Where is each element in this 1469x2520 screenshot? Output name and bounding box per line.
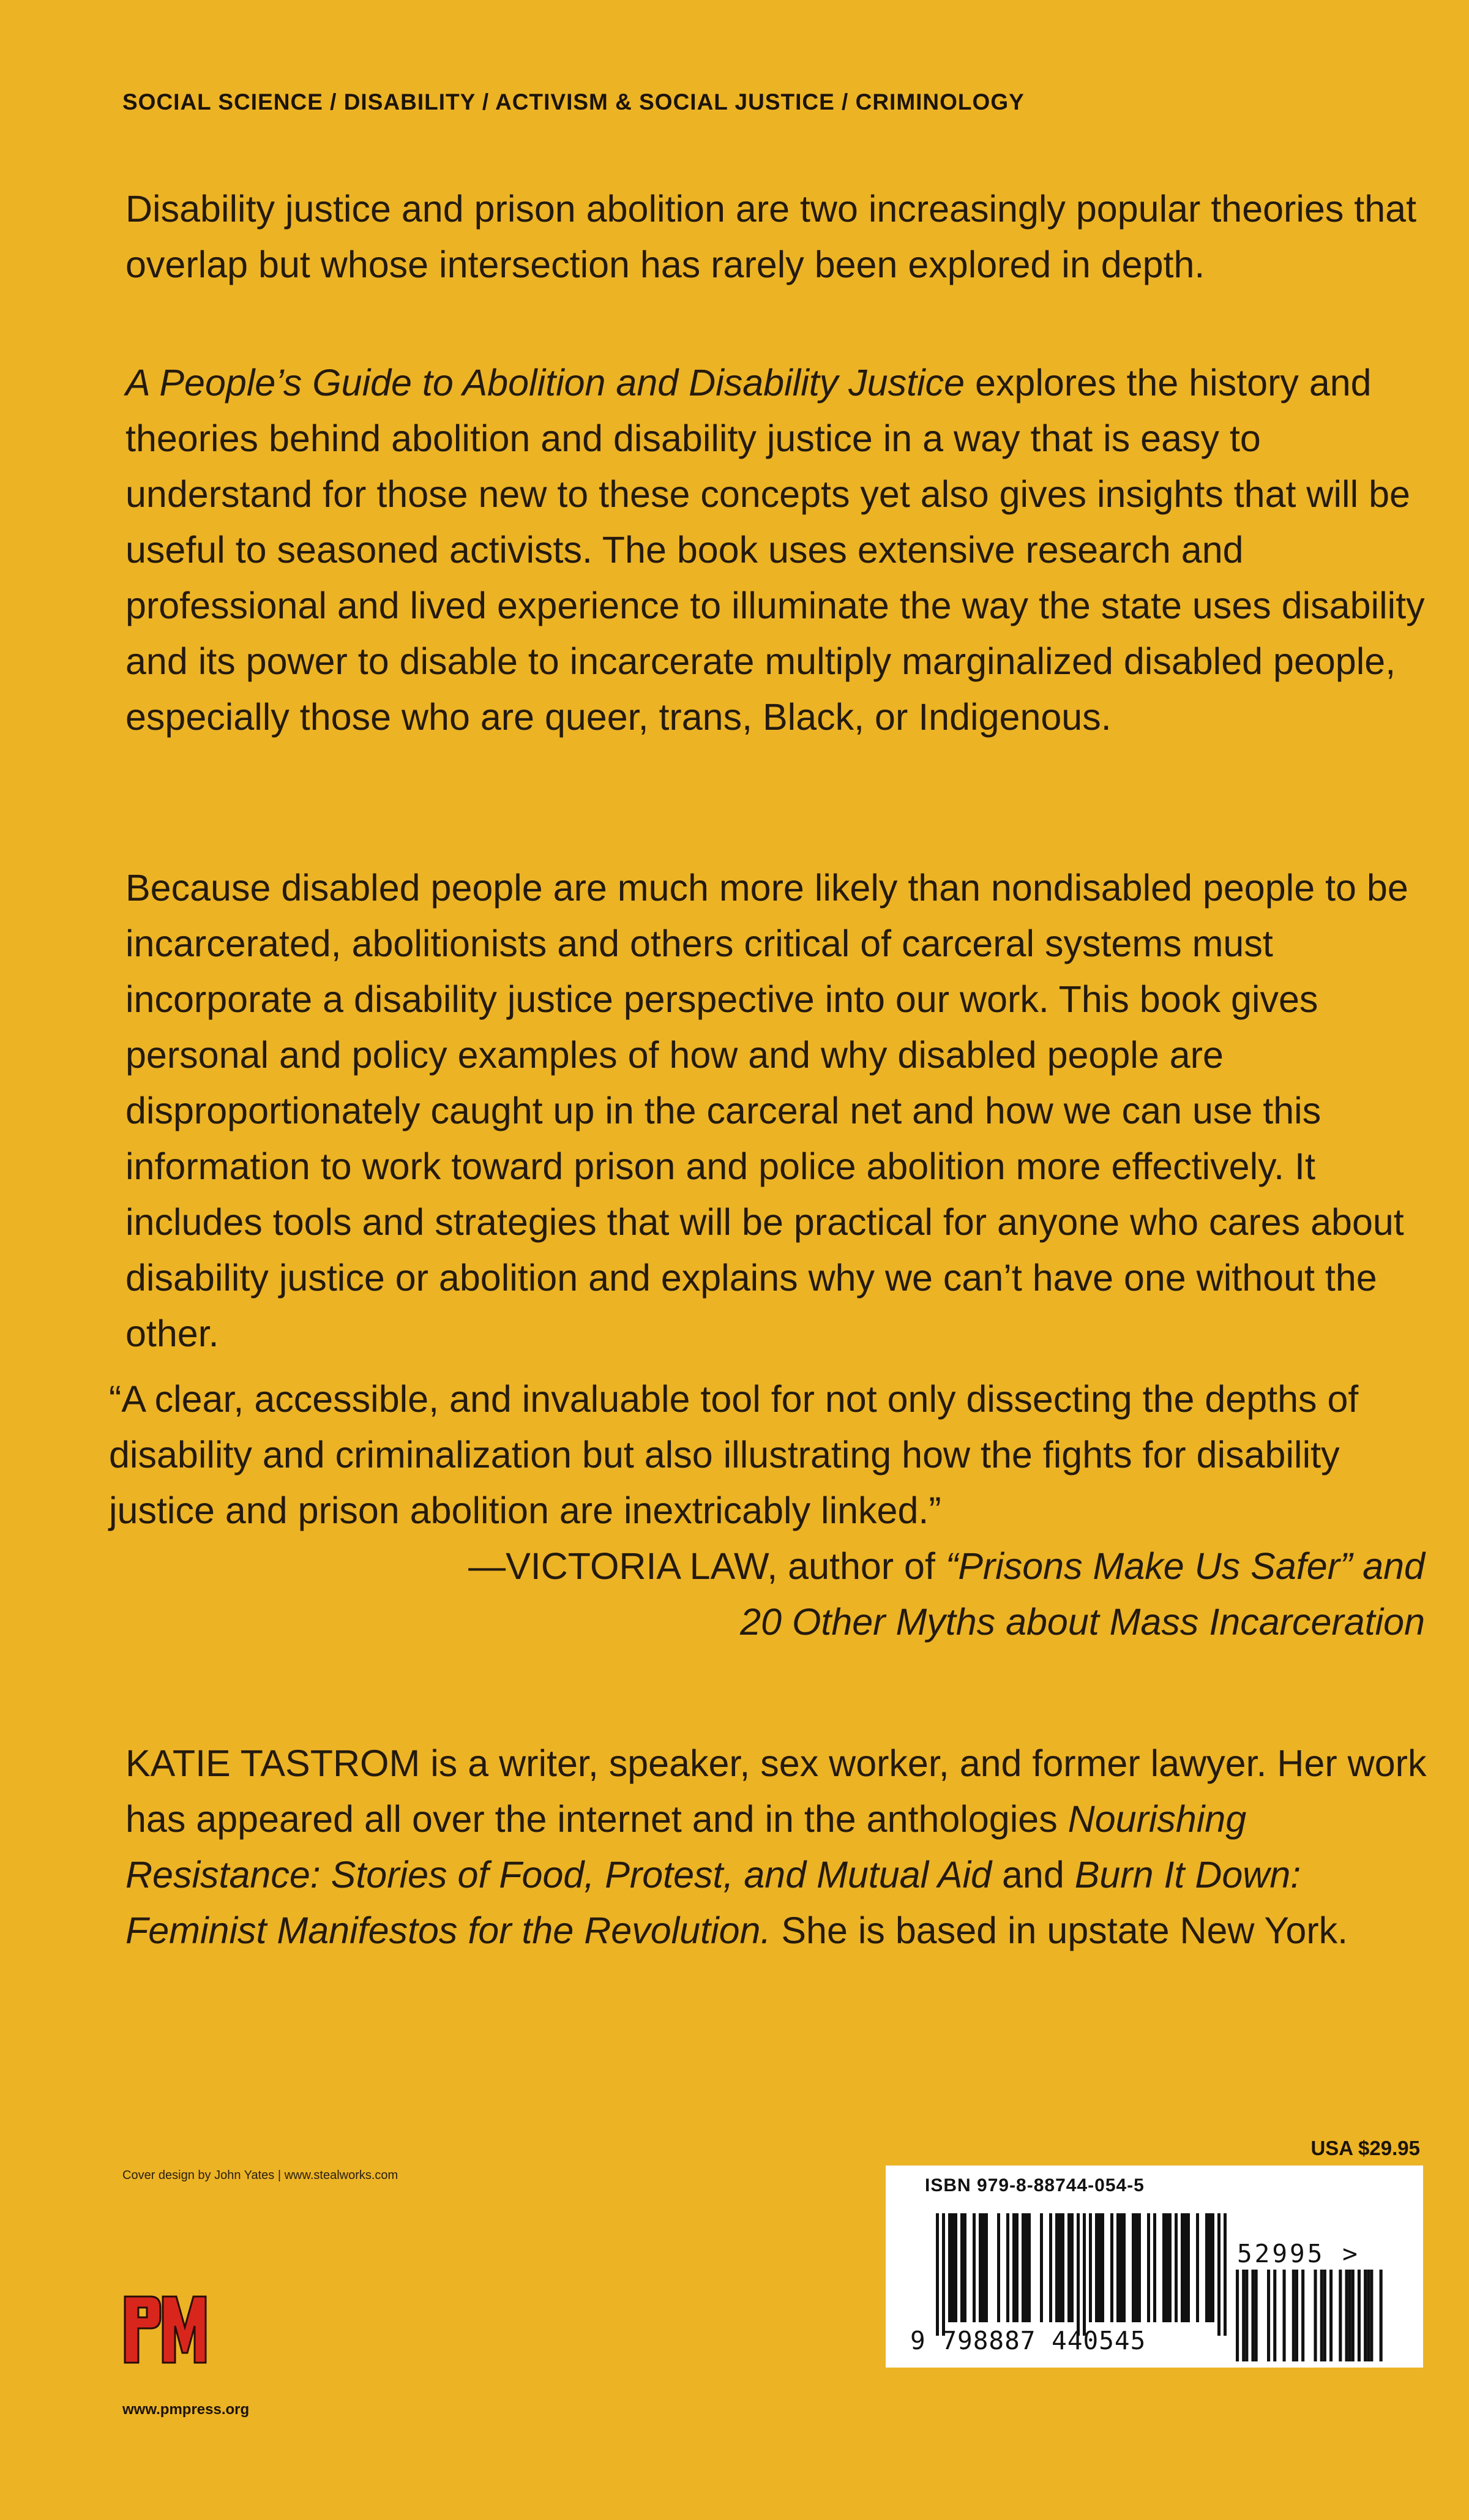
barcode-bar [1211,2213,1214,2322]
attribution-book-line1: “Prisons Make Us Safer” and [945,1545,1425,1587]
barcode-bar [1165,2213,1168,2322]
addon-bar [1236,2270,1239,2361]
barcode-digits: 9 798887 440545 [910,2326,1146,2355]
barcode-bar [1028,2213,1031,2322]
argument-paragraph [125,860,1429,1362]
price-label: USA $29.95 [1310,2137,1420,2159]
intro-text: Disability justice and prison abolition are two increasingly popular theories that overlap but whose intersection has rarely been explored in depth. [125,188,1417,285]
description-paragraph [125,355,1429,745]
barcode-bar [1175,2213,1178,2322]
addon-bar [1273,2270,1276,2361]
barcode-bar [1067,2213,1071,2322]
addon-bar [1367,2270,1370,2361]
quote-attribution [109,1539,1425,1594]
bio-text-2: and [992,1854,1075,1896]
barcode-bar [1196,2213,1199,2322]
addon-bar [1242,2270,1245,2361]
intro-paragraph [125,181,1429,293]
barcode-bar [951,2213,954,2322]
barcode-bar [1022,2213,1025,2322]
addon-bar [1267,2270,1270,2361]
addon-bar [1301,2270,1304,2361]
barcode-bar [1071,2213,1074,2322]
barcode-bar [1015,2213,1019,2322]
barcode-bar [1184,2213,1187,2322]
barcode-bar [1012,2213,1015,2322]
publisher-website: www.pmpress.org [122,2401,250,2418]
bio-text-3: She is based in upstate New York. [771,1910,1348,1951]
barcode-bar [1101,2213,1104,2322]
barcode-bar [1055,2213,1058,2322]
barcode-bar [1187,2213,1190,2322]
barcode-bar [1098,2213,1101,2322]
barcode-bar [982,2213,985,2322]
barcode-bar [997,2213,1000,2322]
barcode-bar [1095,2213,1098,2322]
barcode-bar [1224,2213,1227,2336]
pm-logo-mark [125,2297,206,2363]
attribution-name: —VICTORIA LAW, author of [468,1545,946,1587]
barcode-bar [973,2213,976,2322]
barcode-bar [1217,2213,1220,2336]
subject-categories: SOCIAL SCIENCE / DISABILITY / ACTIVISM & SOCIAL JUSTICE / CRIMINOLOGY [122,89,1025,114]
barcode-panel [886,2166,1423,2368]
addon-bar [1320,2270,1323,2361]
pm-press-logo [122,2293,208,2366]
quote-text: “A clear, accessible, and invaluable tool for not only dissecting the depths of disability and criminalization but also illustrating how the fights for disability justice and prison abolition are inextricably linked.” [109,1378,1359,1531]
barcode-bar [936,2213,939,2336]
barcode-bar [942,2213,945,2336]
addon-bar [1295,2270,1298,2361]
barcode-bar [1153,2213,1156,2322]
barcode-bar [1162,2213,1165,2322]
addon-bar [1252,2270,1255,2361]
bio-text-1: KATIE TASTROM is a writer, speaker, sex worker, and former lawyer. Her work has appeared all over the internet and in the anthologies [125,1742,1427,1840]
barcode-addon-digits: 52995 > [1237,2239,1360,2268]
addon-bar [1255,2270,1258,2361]
barcode-bar [1208,2213,1211,2322]
addon-bar [1323,2270,1326,2361]
barcode-bar [1135,2213,1138,2322]
barcode-bar [948,2213,951,2322]
barcode-bar [1083,2213,1086,2336]
addon-bar [1314,2270,1317,2361]
barcode-bar [1040,2213,1043,2322]
barcode-bar [1132,2213,1135,2322]
addon-bar [1380,2270,1383,2361]
barcode-bar [1049,2213,1052,2322]
barcode-bar [1110,2213,1113,2322]
barcode-bar [985,2213,988,2322]
attribution-book-line2: 20 Other Myths about Mass Incarceration [740,1601,1425,1643]
addon-bar [1370,2270,1373,2361]
addon-bar [1351,2270,1355,2361]
barcode-bar [1061,2213,1064,2322]
argument-text: Because disabled people are much more likely than nondisabled people to be incarcerated, abolitionists and others critical of carceral systems must incorporate a disability justice perspective into our work. This book gives personal and policy examples of how and why disabled people are disproportionately caught up in the carceral net and how we can use this information to work toward prison and police abolition more effectively. It includes tools and strategies that will be practical for anyone who cares about disability justice or abolition and explains why we can’t have one without the other. [125,867,1408,1354]
barcode-bar [1116,2213,1120,2322]
barcode-bar [1205,2213,1208,2322]
barcode-bar [979,2213,982,2322]
barcode-bar [1168,2213,1172,2322]
barcode-bar [1181,2213,1184,2322]
barcode-bar [954,2213,957,2322]
barcode-bar [1006,2213,1009,2322]
addon-bar [1348,2270,1351,2361]
addon-bar [1364,2270,1367,2361]
barcode-bar [963,2213,966,2322]
addon-bar [1358,2270,1361,2361]
barcode-bar [1123,2213,1126,2322]
barcode-bar [1089,2213,1092,2322]
barcode-bar [1120,2213,1123,2322]
addon-bar [1345,2270,1348,2361]
author-bio [125,1736,1429,1959]
barcode-bar [960,2213,963,2322]
description-text: explores the history and theories behind abolition and disability justice in a way that is easy to understand for those new to these concepts yet also gives insights that will be useful to seasoned activists. The book uses extensive research and professional and lived experience to illuminate the way the state uses disability and its power to disable to incarcerate multiply marginalized disabled people, especially those who are queer, trans, Black, or Indigenous. [125,362,1425,738]
bio-anthology-2: Burn It Down: Feminist Manifestos for the Revolution. [125,1854,1301,1951]
bio-anthology-1: Nourishing Resistance: Stories of Food, Protest, and Mutual Aid [125,1798,1247,1896]
cover-design-credit: Cover design by John Yates | www.stealworks.com [122,2169,398,2182]
addon-bar [1329,2270,1333,2361]
barcode-bar [1147,2213,1150,2322]
barcode-bar [1058,2213,1061,2322]
barcode-bar [1077,2213,1080,2336]
barcode-bar [1138,2213,1141,2322]
addon-bar [1283,2270,1286,2361]
addon-bar [1245,2270,1248,2361]
addon-bar [1292,2270,1295,2361]
blurb-quote [109,1371,1425,1650]
book-title: A People’s Guide to Abolition and Disability Justice [125,362,965,403]
isbn-number: ISBN 979-8-88744-054-5 [925,2175,1145,2196]
addon-bar [1339,2270,1342,2361]
barcode-bar [1025,2213,1028,2322]
